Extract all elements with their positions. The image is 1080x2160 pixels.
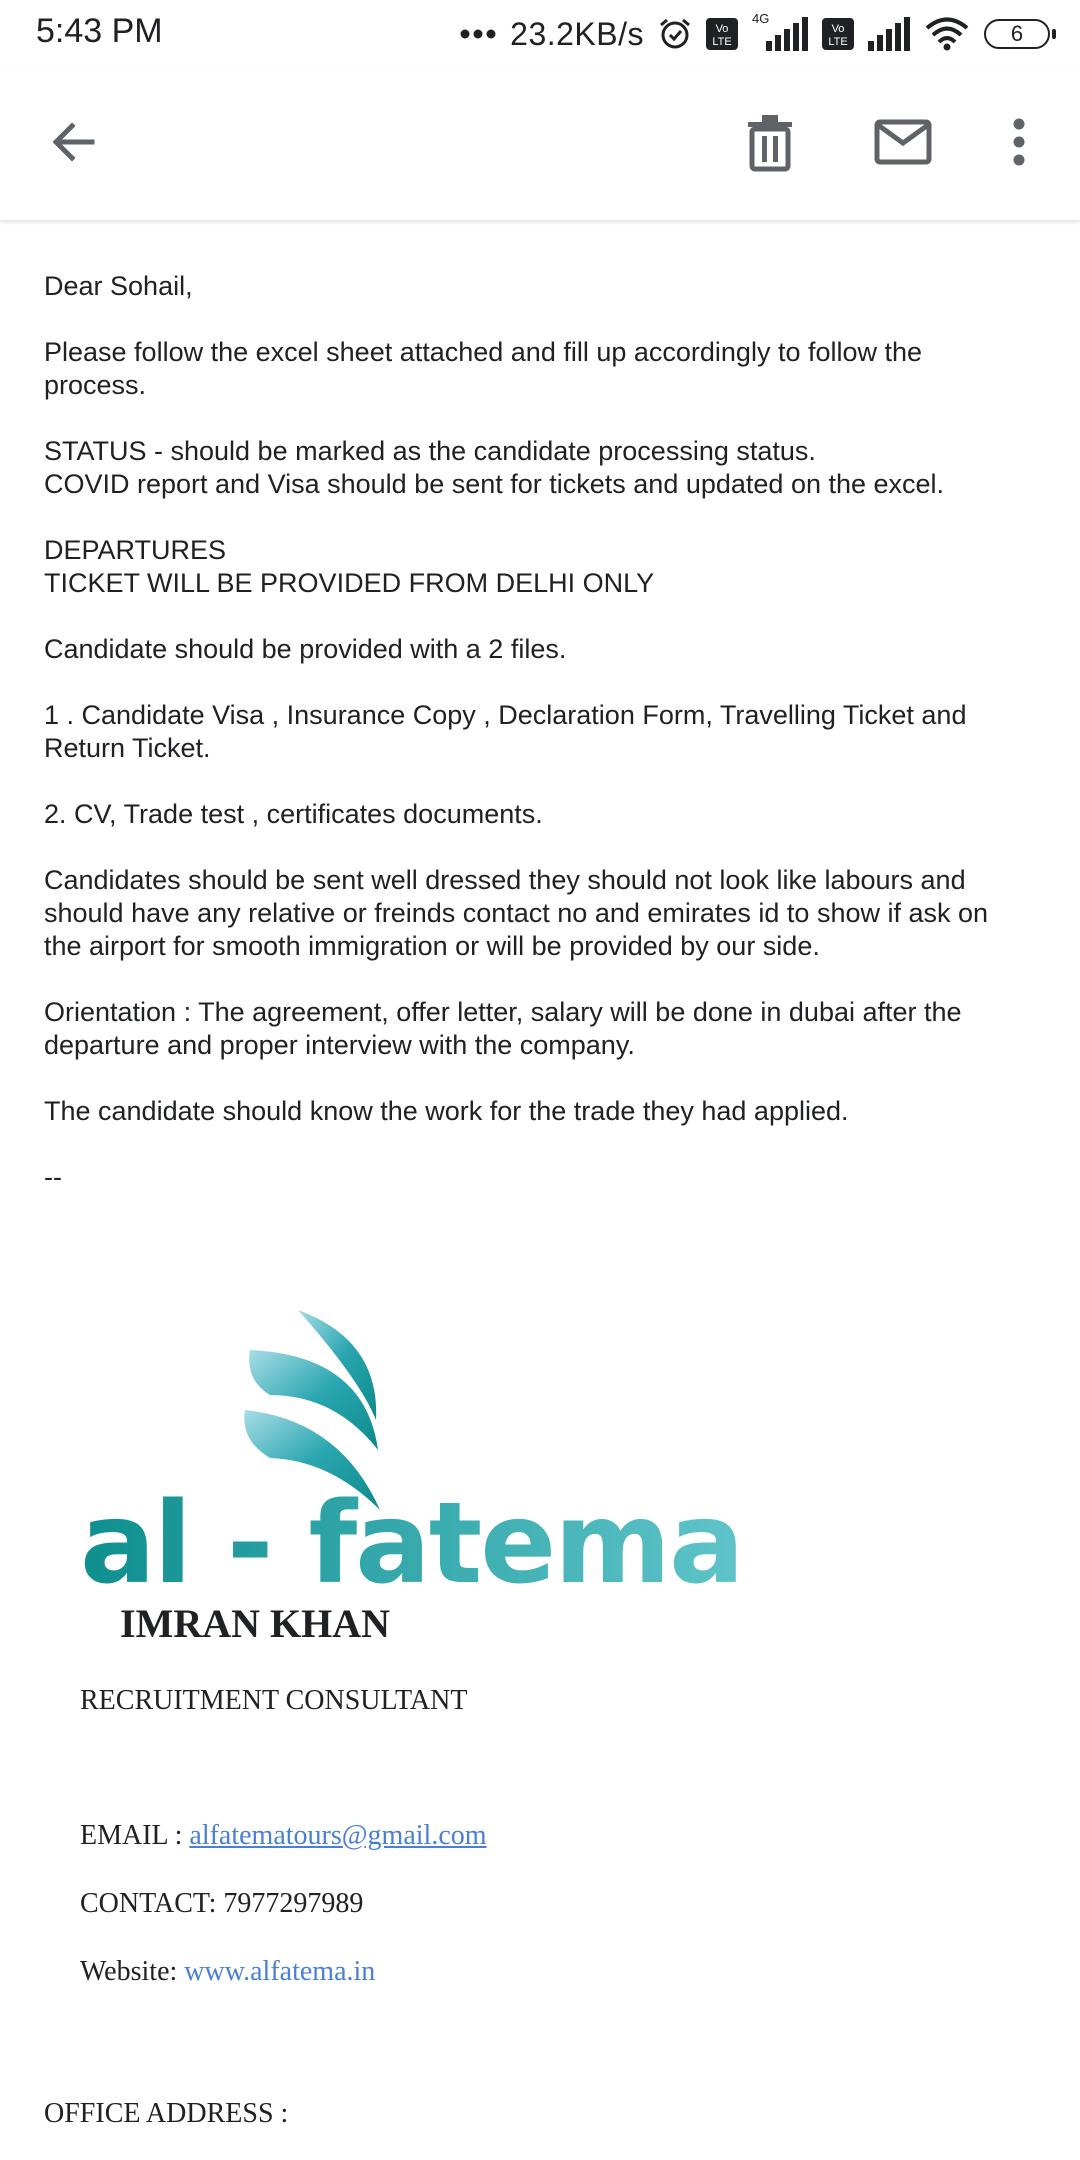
signature-website	[80, 1956, 375, 1988]
email-line: the airport for smooth immigration or will be provided by our side.	[44, 931, 820, 961]
email-label: EMAIL :	[80, 1820, 190, 1851]
office-address-label: OFFICE ADDRESS :	[44, 2098, 289, 2129]
back-arrow-icon	[48, 116, 100, 173]
mail-icon	[874, 119, 932, 170]
email-paragraph	[44, 633, 1044, 666]
email-line: process.	[44, 370, 147, 400]
svg-text:al - fatema: al - fatema	[80, 1479, 743, 1609]
delete-icon	[746, 114, 794, 175]
battery-icon	[984, 19, 1050, 49]
volte-icon-2	[822, 18, 854, 50]
more-options-button[interactable]	[983, 108, 1055, 180]
email-paragraph	[44, 1161, 1044, 1194]
dots-icon	[460, 28, 496, 40]
email-paragraph	[44, 864, 1044, 963]
status-icons	[460, 12, 1050, 56]
email-paragraph	[44, 798, 1044, 831]
email-line: 2. CV, Trade test , certificates documents.	[44, 799, 543, 829]
mark-unread-button[interactable]	[867, 108, 939, 180]
alarm-icon	[658, 17, 692, 51]
website-link[interactable]: www.alfatema.in	[184, 1956, 376, 1987]
network-type-label: 4G	[752, 11, 770, 26]
volte-icon	[706, 18, 738, 50]
email-line: DEPARTURES	[44, 535, 227, 565]
svg-text:LTE: LTE	[712, 36, 732, 48]
email-paragraph	[44, 699, 1044, 765]
email-line: STATUS - should be marked as the candidate processing status.	[44, 436, 816, 466]
email-line: Candidates should be sent well dressed they should not look like labours and	[44, 865, 966, 895]
contact-number: 7977297989	[223, 1888, 364, 1919]
signal-icon-2	[868, 17, 910, 51]
email-line: Dear Sohail,	[44, 271, 193, 301]
email-paragraph	[44, 270, 1044, 303]
signature-email	[80, 1820, 487, 1852]
status-bar	[0, 0, 1080, 66]
signature-contact	[80, 1888, 363, 1920]
email-paragraph	[44, 996, 1044, 1062]
signature-role: RECRUITMENT CONSULTANT	[80, 1685, 468, 1716]
svg-text:Vo: Vo	[715, 23, 729, 35]
email-line: COVID report and Visa should be sent for tickets and updated on the excel.	[44, 469, 945, 499]
delete-button[interactable]	[734, 108, 806, 180]
al-fatema-logo	[80, 1300, 743, 1609]
svg-text:Vo: Vo	[831, 23, 845, 35]
email-paragraph	[44, 435, 1044, 501]
email-line: 1 . Candidate Visa , Insurance Copy , Declaration Form, Travelling Ticket and	[44, 700, 967, 730]
battery-level: 6	[1010, 21, 1024, 46]
email-link[interactable]: alfatematours@gmail.com	[189, 1820, 487, 1851]
signal-icon	[752, 11, 808, 51]
email-line: should have any relative or freinds contact no and emirates id to show if ask on	[44, 898, 989, 928]
email-line: The candidate should know the work for the trade they had applied.	[44, 1096, 849, 1126]
status-time: 5:43 PM	[36, 12, 163, 50]
website-label: Website:	[80, 1956, 185, 1987]
email-paragraph	[44, 534, 1044, 600]
email-line: Orientation : The agreement, offer letter, salary will be done in dubai after the	[44, 997, 962, 1027]
email-paragraph	[44, 1095, 1044, 1128]
network-speed: 23.2KB/s	[510, 15, 644, 52]
back-button[interactable]	[38, 108, 110, 180]
signature-name: IMRAN KHAN	[120, 1601, 390, 1646]
wifi-icon	[924, 17, 970, 51]
toolbar	[0, 66, 1080, 220]
email-line: TICKET WILL BE PROVIDED FROM DELHI ONLY	[44, 568, 655, 598]
email-line: Please follow the excel sheet attached and fill up accordingly to follow the	[44, 337, 923, 367]
email-line: Candidate should be provided with a 2 files.	[44, 634, 567, 664]
email-body	[44, 270, 1044, 1227]
contact-label: CONTACT:	[80, 1888, 224, 1919]
email-line: departure and proper interview with the company.	[44, 1030, 635, 1060]
svg-text:LTE: LTE	[828, 36, 848, 48]
more-vert-icon	[1012, 118, 1026, 171]
email-paragraph	[44, 336, 1044, 402]
email-line: Return Ticket.	[44, 733, 211, 763]
email-line: --	[44, 1162, 62, 1192]
